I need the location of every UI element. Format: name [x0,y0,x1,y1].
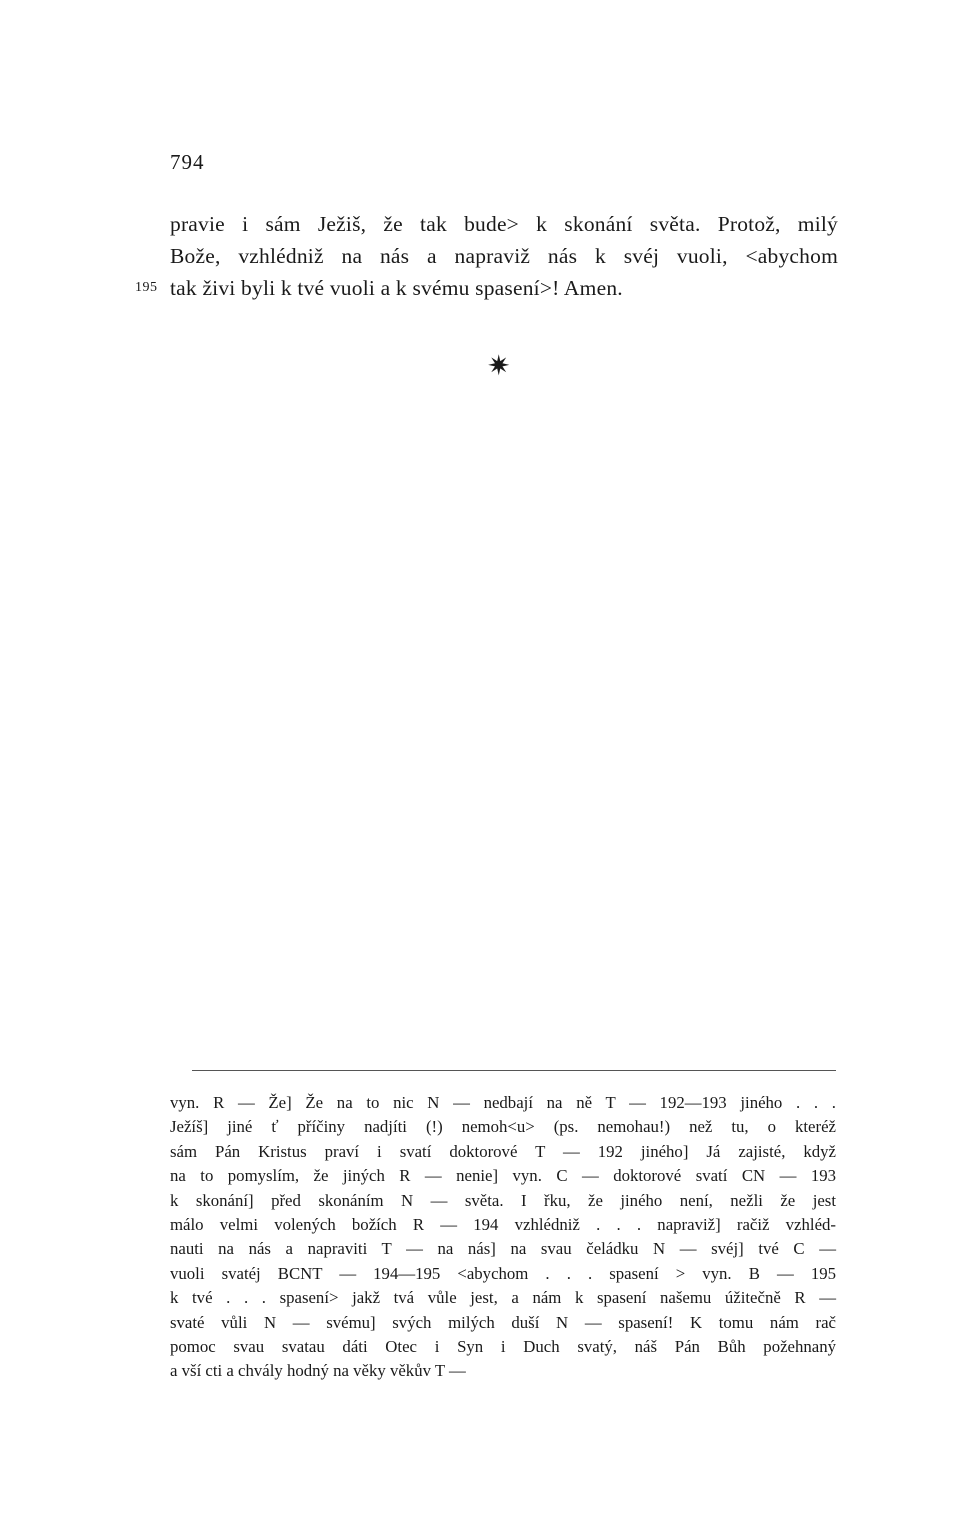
apparatus-line: sám Pán Kristus praví i svatí doktorové T — 192 jiného] Já zajisté, když [170,1141,836,1161]
section-separator-asterism: ✷ [487,349,511,382]
page-number: 794 [170,150,205,174]
main-text-line-content: tak živi byli k tvé vuoli a k svému spasení>! Amen. [170,276,623,300]
footnote-rule [192,1070,836,1071]
main-text-line: Bože, vzhlédniž na nás a napraviž nás k svéj vuoli, <abychom [170,244,838,268]
main-text-line [135,272,838,304]
apparatus-line: vuoli svatéj BCNT — 194—195 <abychom . . . spasení > vyn. B — 195 [170,1263,836,1283]
main-text [135,208,838,304]
apparatus-line: Ježíš] jiné ť příčiny nadjíti (!) nemoh<u> (ps. nemohau!) než tu, o kteréž [170,1117,836,1137]
apparatus-line: vyn. R — Že] Že na to nic N — nedbají na ně T — 192—193 jiného . . . [170,1093,836,1112]
apparatus-line: k tvé . . . spasení> jakž tvá vůle jest, a nám k spasení našemu úžitečně R — [170,1288,836,1308]
apparatus-line: svaté vůli N — svému] svých milých duší N — spasení! K tomu nám rač [170,1312,836,1332]
critical-apparatus [170,1091,836,1384]
apparatus-line: a vší cti a chvály hodný na věky věkův T — [170,1361,466,1381]
line-number: 195 [135,280,158,295]
main-text-line: pravie i sám Ježiš, že tak bude> k skonání světa. Protož, milý [170,212,838,236]
apparatus-line: k skonání] před skonáním N — světa. I řku, že jiného není, nežli že jest [170,1190,836,1210]
apparatus-line: pomoc svau svatau dáti Otec i Syn i Duch svatý, náš Pán Bůh požehnaný [170,1336,836,1356]
apparatus-line: na to pomyslím, že jiných R — nenie] vyn. C — doktorové svatí CN — 193 [170,1166,836,1186]
apparatus-line: nauti na nás a napraviti T — na nás] na svau čeládku N — svéj] tvé C — [170,1239,836,1259]
apparatus-line: málo velmi volených božích R — 194 vzhlédniž . . . napraviž] račiž vzhléd- [170,1214,836,1234]
